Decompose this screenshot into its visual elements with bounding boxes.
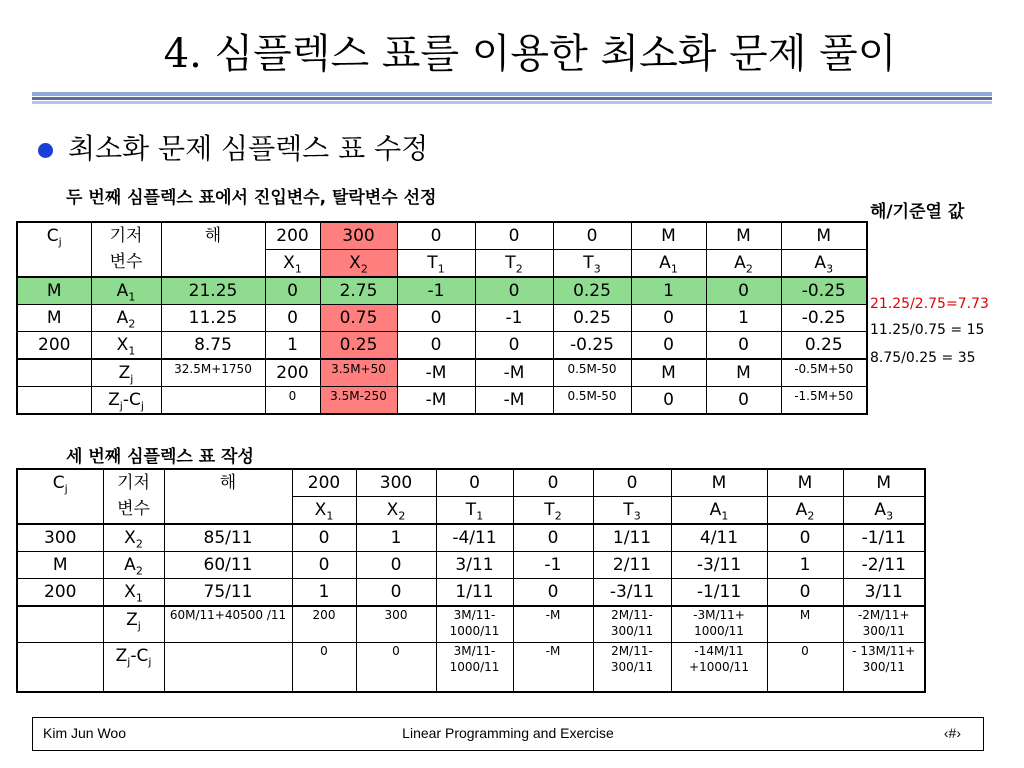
row-solution: 75/11: [164, 579, 292, 607]
row-solution: 8.75: [161, 332, 265, 360]
slide-title: 4. 심플렉스 표를 이용한 최소화 문제 풀이: [163, 31, 897, 77]
cj-value: 200: [265, 222, 320, 250]
title-divider-top: [32, 92, 992, 96]
cell: 1: [767, 552, 843, 579]
variable-label: $A_3$: [843, 497, 925, 525]
cell: 0.75: [320, 305, 397, 332]
empty-cell: [17, 359, 91, 387]
table-row-pivot: [17, 277, 867, 305]
cell: 0: [397, 305, 475, 332]
cell: -M: [513, 606, 593, 642]
cell: M: [706, 359, 781, 387]
variable-label: $T_3$: [593, 497, 671, 525]
empty-cell: [161, 387, 265, 415]
cell: 0: [397, 332, 475, 360]
cell: 0: [356, 642, 436, 692]
cj-value: M: [781, 222, 867, 250]
cell: 2/11: [593, 552, 671, 579]
cell: 0: [475, 332, 553, 360]
zj-solution: 32.5M+1750: [161, 359, 265, 387]
cell: 4/11: [671, 524, 767, 552]
row-solution: 11.25: [161, 305, 265, 332]
cell: 0.25: [781, 332, 867, 360]
cell: 0: [767, 642, 843, 692]
cell: 3/11: [843, 579, 925, 607]
simplex-table-2: [16, 221, 868, 415]
cj-header: $C_j$: [17, 469, 103, 524]
cell: -1.5M+50: [781, 387, 867, 415]
pivot-cell: 2.75: [320, 277, 397, 305]
variable-label: $T_3$: [553, 250, 631, 278]
cell: 0: [265, 387, 320, 415]
table-row: [17, 524, 925, 552]
cell: 0: [475, 277, 553, 305]
cell: 0: [706, 387, 781, 415]
variable-label: $A_3$: [781, 250, 867, 278]
cell: 0: [513, 579, 593, 607]
cell: 0: [292, 552, 356, 579]
cj-value: 300: [356, 469, 436, 497]
cell: -14M/11 +1000/11: [671, 642, 767, 692]
empty-cell: [17, 606, 103, 642]
cell: 0: [706, 332, 781, 360]
zj-cj-label: $Z_j-C_j$: [91, 387, 161, 415]
basis-header: 기저 변수: [91, 222, 161, 277]
variable-label: $X_2$: [320, 250, 397, 278]
slide-footer: [32, 717, 984, 751]
row-cj: M: [17, 305, 91, 332]
cell: 0: [706, 277, 781, 305]
cell: 200: [265, 359, 320, 387]
cell: 0: [513, 524, 593, 552]
cj-value: 300: [320, 222, 397, 250]
cell: -4/11: [436, 524, 513, 552]
cell: 1: [265, 332, 320, 360]
row-solution: 21.25: [161, 277, 265, 305]
zj-row: [17, 606, 925, 642]
cj-value: M: [706, 222, 781, 250]
cell: -M: [397, 387, 475, 415]
cj-value: 0: [397, 222, 475, 250]
zj-cj-row: [17, 387, 867, 415]
cell: 2M/11- 300/11: [593, 642, 671, 692]
variable-label: $X_1$: [265, 250, 320, 278]
cell: 3.5M+50: [320, 359, 397, 387]
row-cj: M: [17, 277, 91, 305]
row-basis: $A_2$: [103, 552, 164, 579]
footer-page-number: ‹#›: [943, 725, 961, 741]
zj-row: [17, 359, 867, 387]
cell: -0.25: [781, 277, 867, 305]
row-basis: $X_1$: [91, 332, 161, 360]
cell: 0: [265, 305, 320, 332]
cell: 0.5M-50: [553, 387, 631, 415]
cell: 0.25: [320, 332, 397, 360]
variable-label: $A_2$: [767, 497, 843, 525]
cell: M: [631, 359, 706, 387]
empty-cell: [17, 642, 103, 692]
cell: 1: [631, 277, 706, 305]
cell: -3/11: [593, 579, 671, 607]
cell: -M: [397, 359, 475, 387]
cell: -1/11: [843, 524, 925, 552]
table-row: [17, 332, 867, 360]
cj-value: M: [671, 469, 767, 497]
cell: 1: [356, 524, 436, 552]
variable-label: $T_1$: [436, 497, 513, 525]
row-solution: 85/11: [164, 524, 292, 552]
solution-header: 해: [161, 222, 265, 277]
cell: 300: [356, 606, 436, 642]
zj-label: $Z_j$: [103, 606, 164, 642]
cell: - 13M/11+ 300/11: [843, 642, 925, 692]
variable-label: $A_1$: [631, 250, 706, 278]
cj-value: M: [767, 469, 843, 497]
cell: -2M/11+ 300/11: [843, 606, 925, 642]
ratio-header: 해/기준열 값: [870, 202, 965, 222]
cell: -1: [397, 277, 475, 305]
cell: 200: [292, 606, 356, 642]
cell: 0.25: [553, 277, 631, 305]
cj-header: $C_j$: [17, 222, 91, 277]
table-row: [17, 579, 925, 607]
row-solution: 60/11: [164, 552, 292, 579]
cj-row: [17, 222, 867, 250]
row-basis: $A_2$: [91, 305, 161, 332]
cell: 0: [292, 524, 356, 552]
variable-label: $A_2$: [706, 250, 781, 278]
cell: 2M/11- 300/11: [593, 606, 671, 642]
table-row: [17, 305, 867, 332]
row-basis: $X_2$: [103, 524, 164, 552]
cj-row: [17, 469, 925, 497]
cell: -3M/11+ 1000/11: [671, 606, 767, 642]
cell: 1: [292, 579, 356, 607]
cell: -1: [513, 552, 593, 579]
row-cj: M: [17, 552, 103, 579]
cell: -1/11: [671, 579, 767, 607]
zj-cj-label: $Z_j-C_j$: [103, 642, 164, 692]
empty-cell: [164, 642, 292, 692]
cell: 3M/11- 1000/11: [436, 606, 513, 642]
cell: -3/11: [671, 552, 767, 579]
variable-label: $T_1$: [397, 250, 475, 278]
cell: 0: [356, 579, 436, 607]
cell: 1: [706, 305, 781, 332]
cell: 0: [631, 387, 706, 415]
cell: 0: [631, 305, 706, 332]
cell: 0: [631, 332, 706, 360]
row-basis: $X_1$: [103, 579, 164, 607]
variable-label: $T_2$: [475, 250, 553, 278]
solution-header: 해: [164, 469, 292, 524]
cell: -M: [475, 387, 553, 415]
cj-value: M: [843, 469, 925, 497]
cell: -0.25: [781, 305, 867, 332]
cell: 0: [292, 642, 356, 692]
cj-value: 0: [513, 469, 593, 497]
cell: -M: [513, 642, 593, 692]
bullet-dot-icon: [38, 143, 53, 158]
cj-value: 0: [436, 469, 513, 497]
table2-caption: 세 번째 심플렉스 표 작성: [66, 447, 254, 467]
table-row: [17, 552, 925, 579]
cell: 1/11: [436, 579, 513, 607]
cj-value: 200: [292, 469, 356, 497]
cell: 3M/11- 1000/11: [436, 642, 513, 692]
cell: -M: [475, 359, 553, 387]
empty-cell: [17, 387, 91, 415]
row-cj: 200: [17, 332, 91, 360]
zj-solution: 60M/11+40500 /11: [164, 606, 292, 642]
cell: 0: [356, 552, 436, 579]
cell: 0: [767, 524, 843, 552]
row-cj: 300: [17, 524, 103, 552]
cell: -1: [475, 305, 553, 332]
table1-caption: 두 번째 심플렉스 표에서 진입변수, 탈락변수 선정: [66, 188, 437, 208]
variable-label: $X_2$: [356, 497, 436, 525]
cell: 1/11: [593, 524, 671, 552]
cj-value: 0: [553, 222, 631, 250]
zj-label: $Z_j$: [91, 359, 161, 387]
ratio-1: 21.25/2.75=7.73: [870, 296, 989, 312]
basis-header: 기저 변수: [103, 469, 164, 524]
cell: 0: [265, 277, 320, 305]
title-divider-bottom: [32, 101, 992, 104]
bullet-text: 최소화 문제 심플렉스 표 수정: [68, 132, 429, 165]
variable-label: $A_1$: [671, 497, 767, 525]
footer-course: Linear Programming and Exercise: [402, 725, 614, 741]
row-cj: 200: [17, 579, 103, 607]
cell: 0.5M-50: [553, 359, 631, 387]
zj-cj-row: [17, 642, 925, 692]
row-basis: $A_1$: [91, 277, 161, 305]
cell: -0.5M+50: [781, 359, 867, 387]
ratio-2: 11.25/0.75 = 15: [870, 322, 985, 338]
cj-value: M: [631, 222, 706, 250]
cj-value: 0: [593, 469, 671, 497]
variable-label: $T_2$: [513, 497, 593, 525]
footer-author: Kim Jun Woo: [43, 725, 126, 741]
simplex-table-3: [16, 468, 926, 693]
cell: M: [767, 606, 843, 642]
cell: 3.5M-250: [320, 387, 397, 415]
cell: -0.25: [553, 332, 631, 360]
cell: 3/11: [436, 552, 513, 579]
ratio-3: 8.75/0.25 = 35: [870, 350, 976, 366]
cell: -2/11: [843, 552, 925, 579]
cell: 0: [767, 579, 843, 607]
cj-value: 0: [475, 222, 553, 250]
cell: 0.25: [553, 305, 631, 332]
variable-label: $X_1$: [292, 497, 356, 525]
title-divider-middle: [32, 97, 992, 100]
